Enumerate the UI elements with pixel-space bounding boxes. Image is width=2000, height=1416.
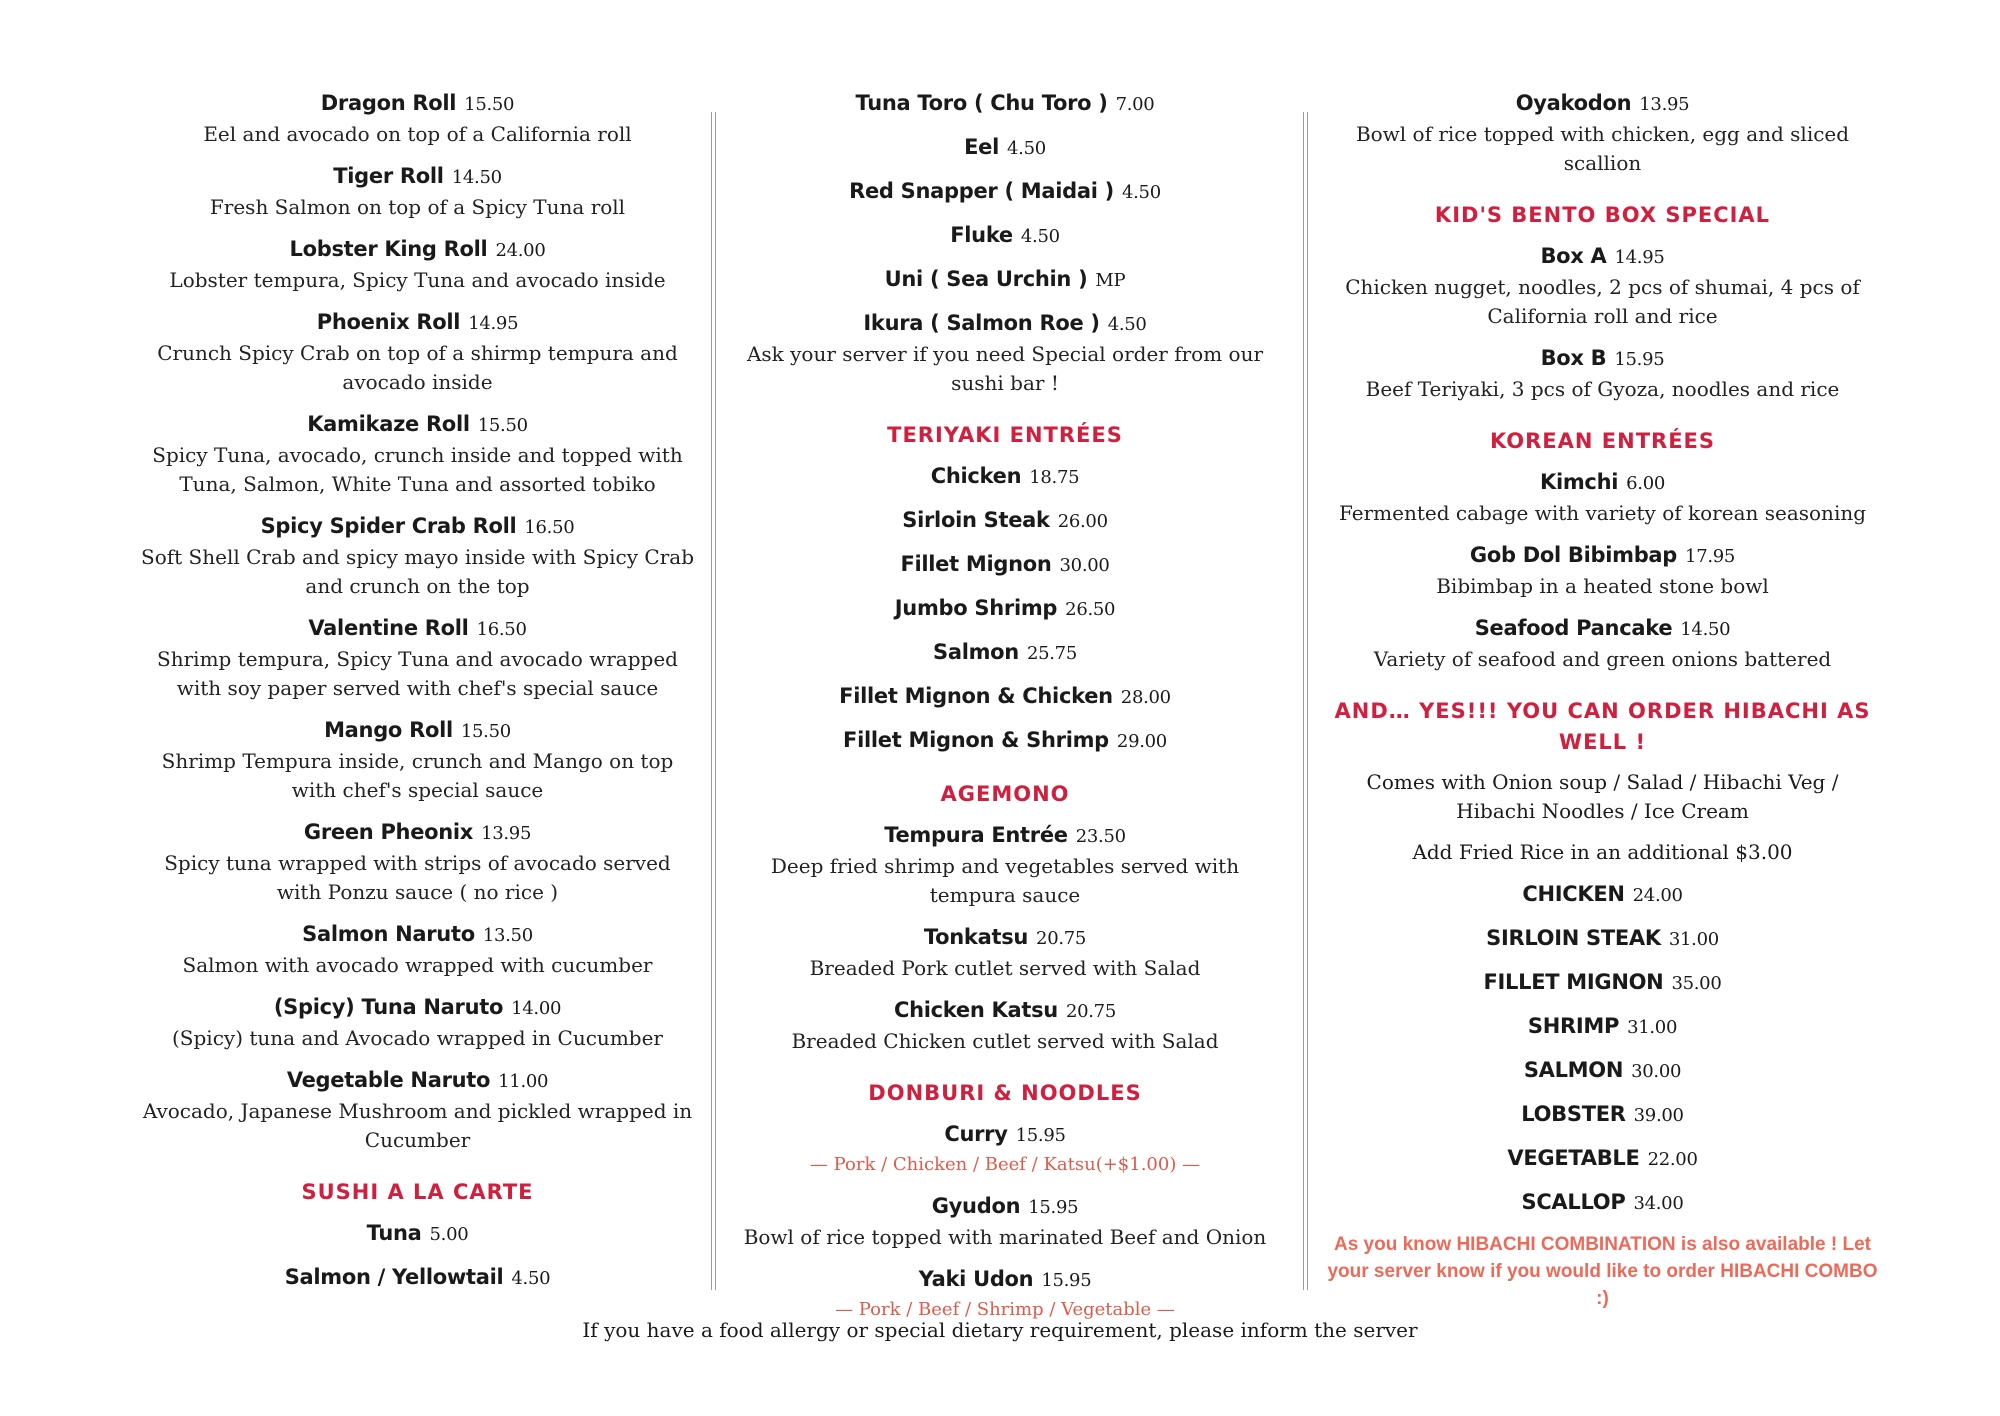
menu-item — [730, 549, 1280, 581]
item-description: Crunch Spicy Crab on top of a shirmp tempura and avocado inside — [157, 341, 678, 394]
item-price: 14.50 — [1680, 619, 1731, 640]
item-description: Deep fried shrimp and vegetables served with tempura sauce — [770, 854, 1240, 907]
item-heading — [730, 637, 1280, 669]
item-heading — [1325, 879, 1880, 911]
item-price: 20.75 — [1036, 928, 1087, 949]
section-heading: TERIYAKI ENTRÉES — [887, 423, 1123, 447]
item-heading — [730, 820, 1280, 852]
item-heading — [1325, 540, 1880, 572]
menu-item — [730, 995, 1280, 1056]
item-heading — [730, 549, 1280, 581]
item-price: 18.75 — [1029, 467, 1080, 488]
item-name: Tonkatsu — [923, 925, 1029, 949]
item-heading — [140, 409, 695, 441]
item-price: 15.95 — [1614, 349, 1665, 370]
menu-column-1 — [140, 88, 695, 1306]
item-heading — [730, 681, 1280, 713]
section-heading: KOREAN ENTRÉES — [1489, 429, 1716, 453]
section-heading: AND… YES!!! YOU CAN ORDER HIBACHI AS WELL ! — [1334, 699, 1871, 754]
item-price: 5.00 — [429, 1224, 469, 1245]
menu-note: Add Fried Rice in an additional $3.00 — [1412, 840, 1793, 864]
item-name: Phoenix Roll — [316, 310, 461, 334]
item-name: Tiger Roll — [333, 164, 444, 188]
item-name: Fillet Mignon & Shrimp — [843, 728, 1109, 752]
item-price: 31.00 — [1627, 1017, 1678, 1038]
menu-item — [140, 919, 695, 980]
item-heading — [730, 264, 1280, 296]
item-price: 4.50 — [1121, 182, 1161, 203]
item-name: Eel — [964, 135, 999, 159]
menu-item — [730, 308, 1280, 398]
menu-item — [730, 725, 1280, 757]
item-heading — [1325, 613, 1880, 645]
item-name: Mango Roll — [324, 718, 453, 742]
menu-item — [140, 234, 695, 295]
item-description: Lobster tempura, Spicy Tuna and avocado inside — [169, 268, 666, 292]
item-name: Gyudon — [931, 1194, 1021, 1218]
menu-item — [1325, 1143, 1880, 1175]
item-price: 15.50 — [460, 721, 511, 742]
item-heading — [730, 1191, 1280, 1223]
item-name: Dragon Roll — [320, 91, 457, 115]
menu-item — [730, 461, 1280, 493]
menu-item — [140, 409, 695, 499]
menu-item — [1325, 88, 1880, 178]
item-price: 4.50 — [511, 1268, 551, 1289]
item-name: SALMON — [1523, 1058, 1624, 1082]
item-description: Avocado, Japanese Mushroom and pickled wrapped in Cucumber — [142, 1099, 693, 1152]
item-heading — [730, 1264, 1280, 1296]
item-price: 25.75 — [1026, 643, 1077, 664]
item-name: Chicken — [930, 464, 1022, 488]
item-name: Lobster King Roll — [289, 237, 488, 261]
item-description: Fermented cabage with variety of korean seasoning — [1338, 501, 1867, 525]
menu-item — [140, 992, 695, 1053]
item-heading — [730, 995, 1280, 1027]
section-heading: AGEMONO — [940, 782, 1070, 806]
item-heading — [1325, 1187, 1880, 1219]
item-description: Bowl of rice topped with marinated Beef and Onion — [743, 1225, 1267, 1249]
item-name: Curry — [944, 1122, 1008, 1146]
item-name: Jumbo Shrimp — [894, 596, 1058, 620]
item-price: 4.50 — [1007, 138, 1046, 159]
item-price: 15.95 — [1028, 1197, 1079, 1218]
item-name: Fillet Mignon & Chicken — [839, 684, 1113, 708]
item-heading — [730, 505, 1280, 537]
item-price: 14.50 — [451, 167, 502, 188]
item-name: Spicy Spider Crab Roll — [260, 514, 517, 538]
item-heading — [140, 1065, 695, 1097]
item-name: Box B — [1540, 346, 1607, 370]
item-price: 24.00 — [495, 240, 546, 261]
item-price: 30.00 — [1631, 1061, 1682, 1082]
menu-column-2 — [730, 88, 1280, 1336]
item-name: VEGETABLE — [1507, 1146, 1640, 1170]
menu-item — [1325, 1099, 1880, 1131]
menu-item — [730, 176, 1280, 208]
item-heading — [730, 132, 1280, 164]
item-heading — [140, 1262, 695, 1294]
menu-item — [1325, 540, 1880, 601]
menu-item — [730, 220, 1280, 252]
item-description: Eel and avocado on top of a California roll — [203, 122, 632, 146]
item-name: SHRIMP — [1527, 1014, 1620, 1038]
item-name: Chicken Katsu — [894, 998, 1058, 1022]
item-name: Salmon / Yellowtail — [284, 1265, 504, 1289]
item-description: Chicken nugget, noodles, 2 pcs of shumai, 4 pcs of California roll and rice — [1345, 275, 1860, 328]
item-heading — [140, 511, 695, 543]
item-options: — Pork / Beef / Shrimp / Vegetable — — [835, 1299, 1175, 1320]
item-heading — [730, 725, 1280, 757]
item-name: SIRLOIN STEAK — [1486, 926, 1661, 950]
item-heading — [730, 88, 1280, 120]
menu-item — [1325, 967, 1880, 999]
item-description: Shrimp tempura, Spicy Tuna and avocado wrapped with soy paper served with chef's special sauce — [157, 647, 678, 700]
item-price: 4.50 — [1020, 226, 1060, 247]
item-heading — [140, 613, 695, 645]
menu-item — [140, 613, 695, 703]
item-description: Fresh Salmon on top of a Spicy Tuna roll — [209, 195, 626, 219]
item-heading — [1325, 1143, 1880, 1175]
menu-note: Comes with Onion soup / Salad / Hibachi Veg / Hibachi Noodles / Ice Cream — [1366, 770, 1839, 823]
item-price: 15.95 — [1015, 1125, 1066, 1146]
item-description: Spicy Tuna, avocado, crunch inside and topped with Tuna, Salmon, White Tuna and assorted tobiko — [152, 443, 683, 496]
item-description: Breaded Chicken cutlet served with Salad — [791, 1029, 1219, 1053]
menu-item — [140, 1065, 695, 1155]
item-price: 14.95 — [468, 313, 519, 334]
item-price: 26.50 — [1065, 599, 1116, 620]
item-name: Vegetable Naruto — [286, 1068, 491, 1092]
item-name: Ikura ( Salmon Roe ) — [863, 311, 1100, 335]
item-heading — [140, 817, 695, 849]
menu-item — [140, 817, 695, 907]
item-heading — [140, 88, 695, 120]
item-price: 30.00 — [1059, 555, 1110, 576]
menu-item — [730, 681, 1280, 713]
item-description: Spicy tuna wrapped with strips of avocado served with Ponzu sauce ( no rice ) — [164, 851, 671, 904]
item-heading — [140, 234, 695, 266]
item-price: 16.50 — [476, 619, 527, 640]
item-price: 39.00 — [1633, 1105, 1684, 1126]
item-price: 15.50 — [464, 94, 515, 115]
menu-item — [730, 922, 1280, 983]
section-heading: SUSHI A LA CARTE — [301, 1180, 534, 1204]
item-price: 13.50 — [482, 925, 533, 946]
item-name: Sirloin Steak — [902, 508, 1050, 532]
item-name: Tuna Toro ( Chu Toro ) — [855, 91, 1108, 115]
item-description: Shrimp Tempura inside, crunch and Mango on top with chef's special sauce — [161, 749, 674, 802]
item-heading — [730, 220, 1280, 252]
item-price: 14.00 — [511, 998, 562, 1019]
item-description: Bibimbap in a heated stone bowl — [1436, 574, 1769, 598]
item-name: Uni ( Sea Urchin ) — [884, 267, 1088, 291]
menu-item — [140, 715, 695, 805]
item-heading — [730, 461, 1280, 493]
menu-item — [140, 511, 695, 601]
item-price: 14.95 — [1614, 247, 1665, 268]
item-price: 7.00 — [1115, 94, 1155, 115]
menu-item — [730, 593, 1280, 625]
menu-item — [140, 1218, 695, 1250]
item-name: Seafood Pancake — [1474, 616, 1673, 640]
menu-item — [730, 1191, 1280, 1252]
combo-promo-text: As you know HIBACHI COMBINATION is also available ! Let your server know if you would like to order HIBACHI COMBO :) — [1327, 1234, 1878, 1309]
item-name: Green Pheonix — [303, 820, 474, 844]
item-name: Tempura Entrée — [884, 823, 1068, 847]
item-description: Bowl of rice topped with chicken, egg and sliced scallion — [1355, 122, 1850, 175]
item-name: Yaki Udon — [918, 1267, 1034, 1291]
item-name: Salmon — [933, 640, 1019, 664]
menu-item — [1325, 613, 1880, 674]
item-description: Beef Teriyaki, 3 pcs of Gyoza, noodles and rice — [1365, 377, 1840, 401]
item-price: 13.95 — [1639, 94, 1690, 115]
item-heading — [730, 1119, 1280, 1151]
item-heading — [140, 1218, 695, 1250]
item-heading — [730, 593, 1280, 625]
menu-item — [1325, 879, 1880, 911]
item-heading — [1325, 967, 1880, 999]
column-divider — [711, 112, 716, 1290]
section-heading: KID'S BENTO BOX SPECIAL — [1434, 203, 1771, 227]
item-price: 34.00 — [1633, 1193, 1684, 1214]
item-name: Valentine Roll — [308, 616, 469, 640]
menu-item — [730, 637, 1280, 669]
item-heading — [1325, 923, 1880, 955]
item-description: Ask your server if you need Special order from our sushi bar ! — [746, 342, 1264, 395]
item-name: Gob Dol Bibimbap — [1469, 543, 1678, 567]
item-heading — [1325, 241, 1880, 273]
menu-item — [730, 88, 1280, 120]
item-heading — [140, 919, 695, 951]
item-description: Variety of seafood and green onions battered — [1373, 647, 1832, 671]
item-price: MP — [1095, 270, 1126, 291]
item-price: 35.00 — [1671, 973, 1722, 994]
item-price: 4.50 — [1107, 314, 1147, 335]
item-name: Salmon Naruto — [302, 922, 475, 946]
item-heading — [140, 992, 695, 1024]
menu-item — [730, 264, 1280, 296]
item-heading — [140, 161, 695, 193]
item-price: 20.75 — [1065, 1001, 1116, 1022]
item-name: LOBSTER — [1521, 1102, 1626, 1126]
item-price: 17.95 — [1685, 546, 1736, 567]
menu-item — [140, 1262, 695, 1294]
item-name: Tuna — [366, 1221, 422, 1245]
menu-item — [730, 1264, 1280, 1324]
item-price: 15.95 — [1041, 1270, 1092, 1291]
item-description: Breaded Pork cutlet served with Salad — [809, 956, 1201, 980]
item-price: 31.00 — [1668, 929, 1719, 950]
item-price: 28.00 — [1120, 687, 1171, 708]
column-divider — [1303, 112, 1308, 1290]
menu-item — [1325, 343, 1880, 404]
item-name: Fluke — [950, 223, 1013, 247]
item-description: Soft Shell Crab and spicy mayo inside with Spicy Crab and crunch on the top — [141, 545, 694, 598]
item-price: 11.00 — [498, 1071, 549, 1092]
menu-item — [730, 1119, 1280, 1179]
item-price: 23.50 — [1075, 826, 1126, 847]
item-price: 29.00 — [1116, 731, 1167, 752]
item-heading — [1325, 88, 1880, 120]
section-heading: DONBURI & NOODLES — [868, 1081, 1142, 1105]
item-heading — [730, 922, 1280, 954]
menu-item — [1325, 1011, 1880, 1043]
item-heading — [1325, 343, 1880, 375]
item-price: 22.00 — [1647, 1149, 1698, 1170]
item-heading — [730, 308, 1280, 340]
menu-item — [1325, 1055, 1880, 1087]
menu-item — [1325, 467, 1880, 528]
item-price: 13.95 — [481, 823, 532, 844]
menu-item — [140, 88, 695, 149]
menu-column-3 — [1325, 88, 1880, 1312]
item-name: Red Snapper ( Maidai ) — [849, 179, 1114, 203]
item-heading — [1325, 1011, 1880, 1043]
item-heading — [140, 307, 695, 339]
item-price: 6.00 — [1626, 473, 1666, 494]
item-price: 16.50 — [524, 517, 575, 538]
item-price: 15.50 — [477, 415, 528, 436]
item-description: (Spicy) tuna and Avocado wrapped in Cucumber — [172, 1026, 663, 1050]
item-description: Salmon with avocado wrapped with cucumber — [182, 953, 653, 977]
item-name: Oyakodon — [1515, 91, 1632, 115]
item-name: Box A — [1540, 244, 1607, 268]
item-heading — [1325, 1099, 1880, 1131]
item-name: Kamikaze Roll — [307, 412, 470, 436]
item-name: SCALLOP — [1521, 1190, 1626, 1214]
item-options: — Pork / Chicken / Beef / Katsu(+$1.00) — — [809, 1154, 1201, 1175]
item-name: CHICKEN — [1522, 882, 1625, 906]
menu-item — [1325, 241, 1880, 331]
menu-item — [730, 132, 1280, 164]
item-price: 24.00 — [1632, 885, 1683, 906]
menu-item — [1325, 1187, 1880, 1219]
menu-item — [140, 161, 695, 222]
item-heading — [140, 715, 695, 747]
menu-item — [730, 820, 1280, 910]
item-name: Kimchi — [1539, 470, 1619, 494]
menu-item — [1325, 923, 1880, 955]
allergy-notice: If you have a food allergy or special dietary requirement, please inform the server — [582, 1318, 1418, 1342]
menu-item — [140, 307, 695, 397]
item-name: FILLET MIGNON — [1483, 970, 1664, 994]
item-price: 26.00 — [1057, 511, 1108, 532]
item-heading — [730, 176, 1280, 208]
item-name: (Spicy) Tuna Naruto — [273, 995, 504, 1019]
item-heading — [1325, 467, 1880, 499]
item-name: Fillet Mignon — [900, 552, 1052, 576]
item-heading — [1325, 1055, 1880, 1087]
menu-item — [730, 505, 1280, 537]
